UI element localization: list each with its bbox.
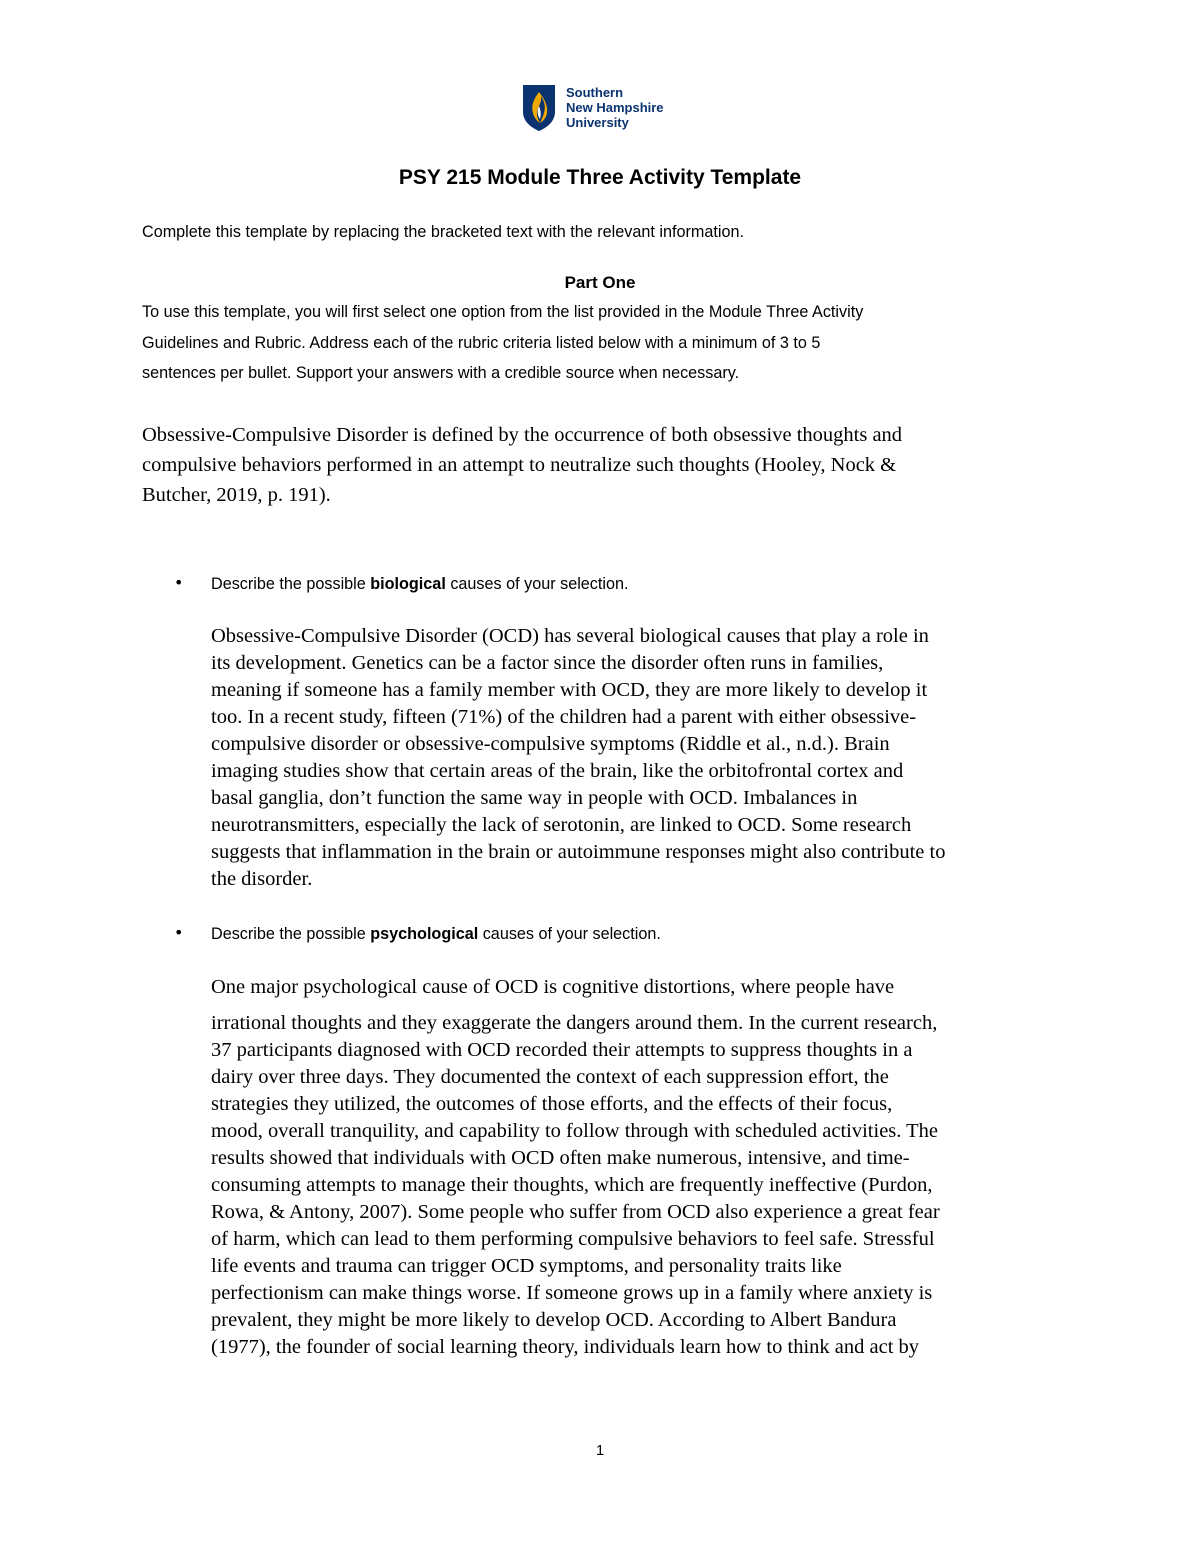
bullet-suffix: causes of your selection. [445, 575, 629, 593]
logo-line-1: Southern [566, 85, 624, 100]
university-logo [522, 84, 692, 134]
bullet-prompt-psychological [211, 925, 661, 944]
bullet-keyword: biological [370, 575, 446, 593]
answer-line: suggests that inflammation in the brain or autoimmune responses might also contribute to [211, 841, 946, 863]
bullet-suffix: causes of your selection. [478, 925, 661, 943]
part-heading: Part One [564, 273, 636, 292]
instructions-paragraph [142, 300, 1062, 392]
answer-line: dairy over three days. They documented the context of each suppression effort, the [211, 1066, 889, 1088]
answer-line: imaging studies show that certain areas of the brain, like the orbitofrontal cortex and [211, 760, 904, 782]
answer-line: irrational thoughts and they exaggerate the dangers around them. In the current research, [211, 1012, 938, 1034]
definition-line: Obsessive-Compulsive Disorder is defined by the occurrence of both obsessive thoughts and [142, 424, 903, 446]
instruction-line: sentences per bullet. Support your answers with a credible source when necessary. [142, 364, 740, 382]
bullet-prefix: Describe the possible [211, 575, 371, 593]
bullet-prompt-biological [211, 575, 628, 594]
answer-line: mood, overall tranquility, and capability to follow through with scheduled activities. The [211, 1120, 939, 1142]
answer-line: the disorder. [211, 868, 313, 890]
bullet-icon: • [174, 573, 184, 592]
bullet-icon: • [174, 923, 184, 942]
answer-line: neurotransmitters, especially the lack of serotonin, are linked to OCD. Some research [211, 814, 912, 836]
answer-line: meaning if someone has a family member with OCD, they are more likely to develop it [211, 679, 928, 701]
answer-line: Obsessive-Compulsive Disorder (OCD) has several biological causes that play a role in [211, 625, 929, 647]
answer-line: of harm, which can lead to them performing compulsive behaviors to feel safe. Stressful [211, 1228, 935, 1250]
instruction-line: Guidelines and Rubric. Address each of the rubric criteria listed below with a minimum of 3 to 5 [142, 333, 821, 352]
definition-line: Butcher, 2019, p. 191). [142, 484, 331, 506]
definition-paragraph [142, 420, 1062, 510]
answer-line: strategies they utilized, the outcomes of those efforts, and the effects of their focus, [211, 1093, 893, 1115]
answer-line: perfectionism can make things worse. If someone grows up in a family where anxiety is [211, 1282, 933, 1304]
biological-answer [211, 623, 1071, 893]
bullet-prefix: Describe the possible [211, 925, 371, 943]
intro-text: Complete this template by replacing the bracketed text with the relevant information. [142, 223, 744, 241]
answer-line: consuming attempts to manage their thoughts, which are frequently ineffective (Purdon, [211, 1174, 933, 1196]
answer-line: basal ganglia, don’t function the same way in people with OCD. Imbalances in [211, 787, 858, 809]
answer-line: prevalent, they might be more likely to develop OCD. According to Albert Bandura [211, 1309, 897, 1331]
answer-line: life events and trauma can trigger OCD symptoms, and personality traits like [211, 1255, 842, 1277]
answer-line: its development. Genetics can be a factor since the disorder often runs in families, [211, 652, 884, 674]
page-title: PSY 215 Module Three Activity Template [398, 166, 802, 189]
bullet-keyword: psychological [370, 925, 479, 943]
definition-line: compulsive behaviors performed in an attempt to neutralize such thoughts (Hooley, Nock & [142, 454, 897, 476]
instruction-line: To use this template, you will first select one option from the list provided in the Module Three Activity [142, 303, 864, 321]
flame-shield-icon [522, 84, 556, 132]
answer-line: Rowa, & Antony, 2007). Some people who suffer from OCD also experience a great fear [211, 1201, 940, 1223]
answer-line: (1977), the founder of social learning theory, individuals learn how to think and act by [211, 1336, 920, 1358]
logo-line-3: University [566, 115, 629, 130]
answer-line: compulsive disorder or obsessive-compulsive symptoms (Riddle et al., n.d.). Brain [211, 733, 890, 755]
logo-line-2: New Hampshire [566, 100, 664, 115]
answer-line: too. In a recent study, fifteen (71%) of the children had a parent with either obsessive- [211, 706, 917, 728]
answer-line: 37 participants diagnosed with OCD recorded their attempts to suppress thoughts in a [211, 1039, 913, 1061]
psychological-answer [211, 972, 1071, 1361]
answer-line: One major psychological cause of OCD is cognitive distortions, where people have [211, 976, 895, 998]
answer-line: results showed that individuals with OCD often make numerous, intensive, and time- [211, 1147, 910, 1169]
page-number: 1 [595, 1442, 605, 1459]
